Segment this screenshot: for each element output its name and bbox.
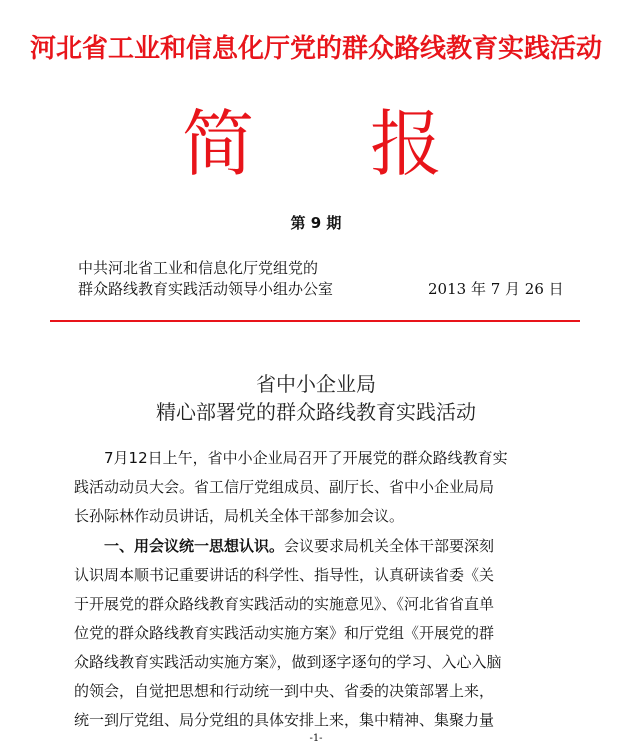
paragraph-2 xyxy=(74,532,574,735)
paragraph-line: 长孙际林作动员讲话，局机关全体干部参加会议。 xyxy=(74,507,405,525)
paragraph-line xyxy=(74,532,574,561)
header-divider xyxy=(50,320,580,322)
issuer-line-2: 群众路线教育实践活动领导小组办公室 xyxy=(78,280,334,298)
article-title-line-2: 精心部署党的群众路线教育实践活动 xyxy=(156,400,476,424)
paragraph-1 xyxy=(74,444,574,531)
paragraph-line: 认识周本顺书记重要讲话的科学性、指导性，认真研读省委《关 xyxy=(74,566,495,584)
paragraph-line: 众路线教育实践活动实施方案》，做到逐字逐句的学习、入心入脑 xyxy=(74,653,502,671)
paragraph-line: 于开展党的群众路线教育实践活动的实施意见》、《河北省省直单 xyxy=(74,595,495,613)
article-title-line-1: 省中小企业局 xyxy=(256,372,376,396)
paragraph-line: 7月12日上午，省中小企业局召开了开展党的群众路线教育实 xyxy=(104,449,508,467)
briefing-title-jian: 简 xyxy=(182,102,255,186)
issuer-block xyxy=(78,258,333,300)
briefing-title xyxy=(0,104,632,184)
issue-number: 第 9 期 xyxy=(290,214,342,232)
paragraph-line: 的领会，自觉把思想和行动统一到中央、省委的决策部署上来， xyxy=(74,682,495,700)
paragraph-line: 位党的群众路线教育实践活动实施方案》和厅党组《开展党的群 xyxy=(74,624,495,642)
issue-date: 2013 年 7 月 26 日 xyxy=(428,280,564,298)
issuer-line-1: 中共河北省工业和信息化厅党组党的 xyxy=(78,259,319,277)
paragraph-line: 践活动动员大会。省工信厅党组成员、副厅长、省中小企业局局 xyxy=(74,478,495,496)
section-heading: 一、用会议统一思想认识。 xyxy=(104,537,285,555)
briefing-title-bao: 报 xyxy=(370,102,443,186)
paragraph-line: 统一到厅党组、局分党组的具体安排上来，集中精神、集聚力量 xyxy=(74,711,495,729)
page-number: -1- xyxy=(309,733,323,744)
paragraph-text: 会议要求局机关全体干部要深刻 xyxy=(284,537,495,555)
newsletter-masthead: 河北省工业和信息化厅党的群众路线教育实践活动 xyxy=(29,34,602,64)
